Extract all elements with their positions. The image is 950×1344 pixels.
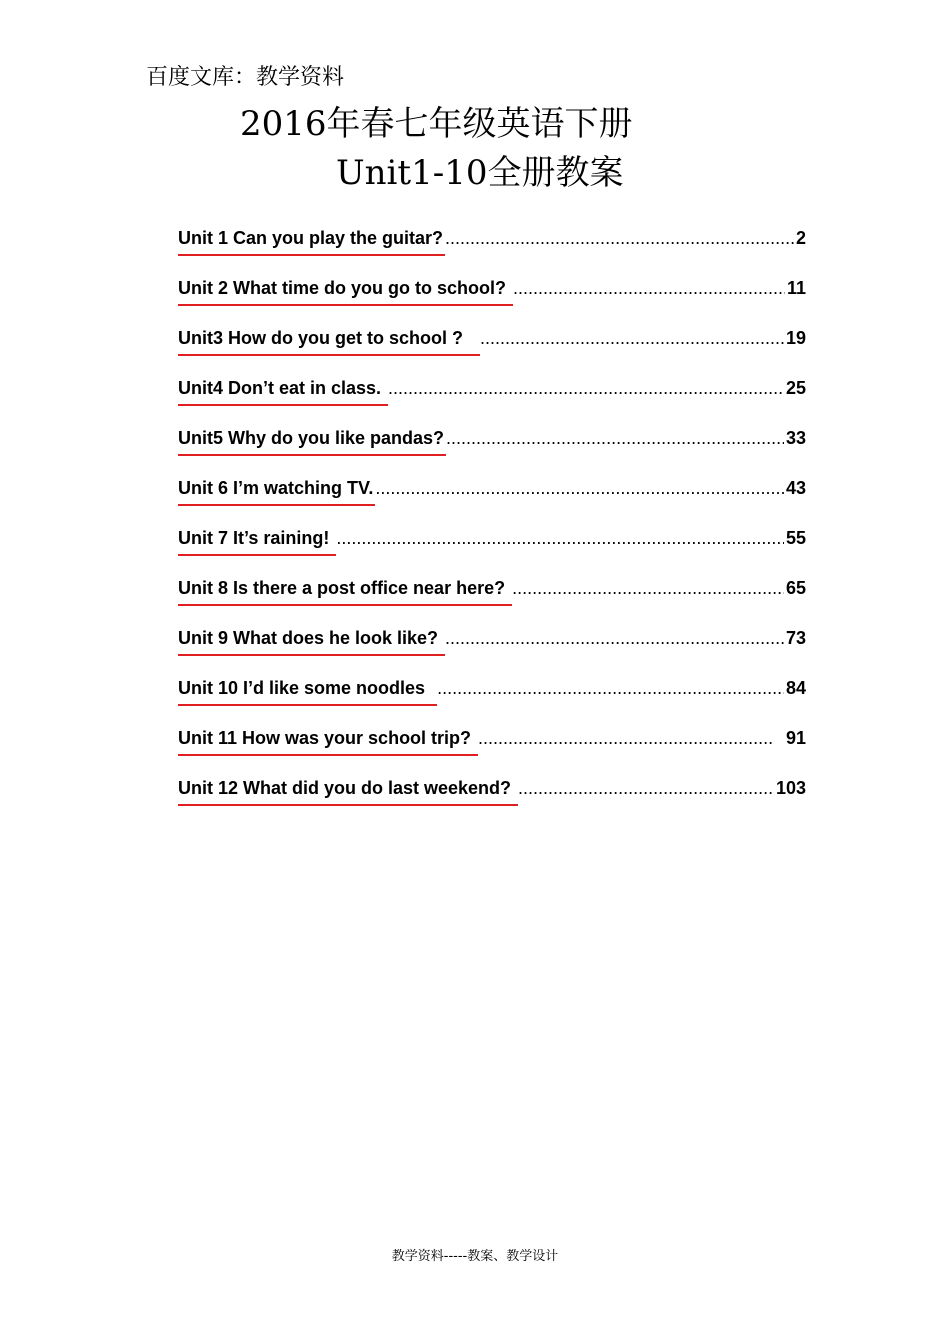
toc-dot-leader bbox=[446, 424, 784, 452]
toc-dot-leader bbox=[512, 574, 784, 602]
toc-entry-unit-10[interactable] bbox=[178, 674, 806, 724]
toc-dot-leader bbox=[437, 674, 784, 702]
toc-page-number: 2 bbox=[795, 228, 806, 248]
toc-dot-leader bbox=[513, 274, 785, 302]
toc-entry-title: Unit 9 What does he look like? bbox=[178, 624, 443, 652]
toc-page-number: 25 bbox=[785, 378, 806, 398]
toc-page-number: 11 bbox=[786, 278, 806, 298]
toc-entry-unit-4[interactable] bbox=[178, 374, 806, 424]
toc-entry-title: Unit4 Don’t eat in class. bbox=[178, 374, 386, 402]
document-title-line-2: Unit1-10全册教案 bbox=[336, 153, 624, 193]
toc-dot-leader bbox=[518, 774, 774, 802]
toc-page-number: 43 bbox=[785, 478, 806, 498]
toc-page-number: 103 bbox=[775, 778, 806, 798]
toc-entry-title: Unit3 How do you get to school ? bbox=[178, 324, 478, 352]
toc-dot-leader bbox=[480, 324, 784, 352]
toc-entry-unit-12[interactable] bbox=[178, 774, 806, 824]
toc-entry-title: Unit 10 I’d like some noodles bbox=[178, 674, 435, 702]
toc-entry-title: Unit 11 How was your school trip? bbox=[178, 724, 476, 752]
toc-dot-leader bbox=[445, 224, 794, 252]
toc-entry-unit-11[interactable] bbox=[178, 724, 806, 774]
toc-page-number: 65 bbox=[785, 578, 806, 598]
toc-entry-unit-2[interactable] bbox=[178, 274, 806, 324]
toc-entry-title: Unit 7 It’s raining! bbox=[178, 524, 334, 552]
toc-entry-unit-8[interactable] bbox=[178, 574, 806, 624]
toc-entry-unit-9[interactable] bbox=[178, 624, 806, 674]
toc-page-number: 19 bbox=[785, 328, 806, 348]
toc-entry-title: Unit 8 Is there a post office near here? bbox=[178, 574, 510, 602]
toc-entry-title: Unit5 Why do you like pandas? bbox=[178, 424, 444, 452]
page-footer: 教学资料-----教案、教学设计 bbox=[391, 1249, 559, 1264]
toc-entry-unit-7[interactable] bbox=[178, 524, 806, 574]
toc-entry-title: Unit 1 Can you play the guitar? bbox=[178, 224, 443, 252]
toc-page-number: 33 bbox=[785, 428, 806, 448]
toc-dot-leader bbox=[445, 624, 784, 652]
document-title-line-1: 2016年春七年级英语下册 bbox=[240, 104, 633, 144]
toc-entry-title: Unit 2 What time do you go to school? bbox=[178, 274, 511, 302]
toc-entry-unit-6[interactable] bbox=[178, 474, 806, 524]
toc-dot-leader bbox=[478, 724, 774, 752]
toc-dot-leader bbox=[336, 524, 784, 552]
toc-page-number: 55 bbox=[785, 528, 806, 548]
toc-entry-unit-1[interactable] bbox=[178, 224, 806, 274]
toc-entry-title: Unit 12 What did you do last weekend? bbox=[178, 774, 516, 802]
toc-page-number: 91 bbox=[775, 728, 806, 748]
toc-entry-unit-3[interactable] bbox=[178, 324, 806, 374]
toc-dot-leader bbox=[388, 374, 784, 402]
toc-page-number: 84 bbox=[785, 678, 806, 698]
toc-dot-leader bbox=[375, 474, 784, 502]
table-of-contents bbox=[178, 224, 806, 824]
toc-entry-title: Unit 6 I’m watching TV. bbox=[178, 474, 373, 502]
toc-page-number: 73 bbox=[785, 628, 806, 648]
document-source-header: 百度文库：教学资料 bbox=[146, 65, 345, 90]
toc-entry-unit-5[interactable] bbox=[178, 424, 806, 474]
